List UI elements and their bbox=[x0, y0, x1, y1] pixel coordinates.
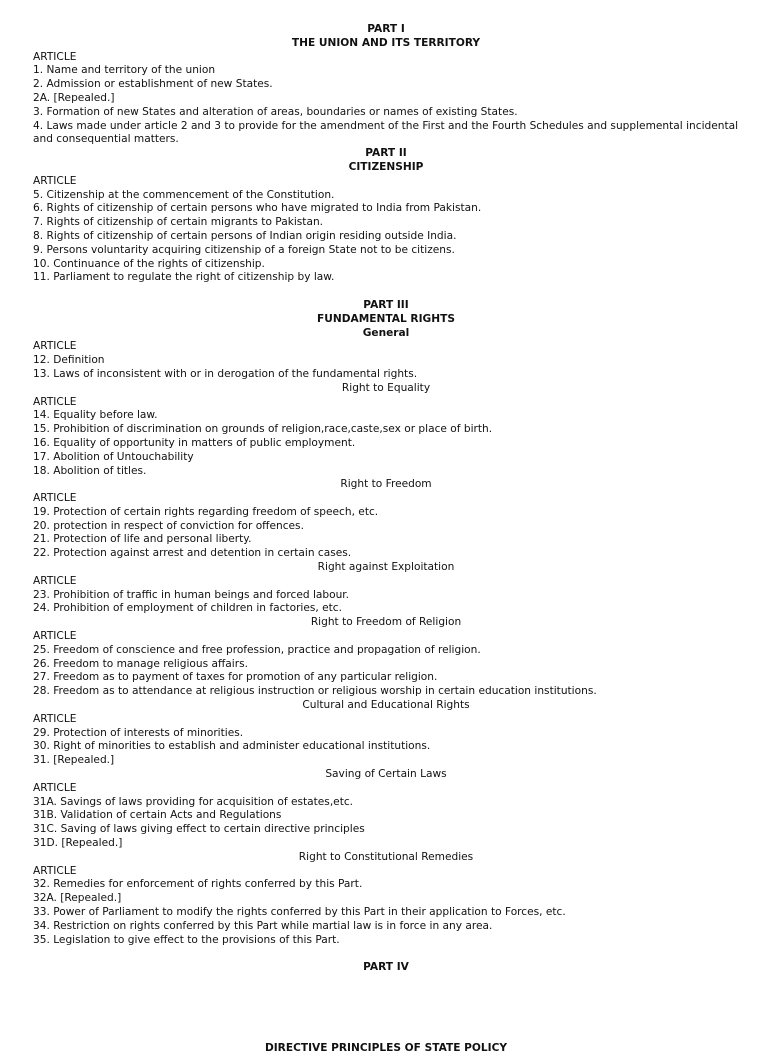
article-label: ARTICLE bbox=[33, 781, 77, 794]
spacer bbox=[33, 947, 739, 961]
article-item: 27. Freedom as to payment of taxes for promotion of any particular religion. bbox=[33, 671, 438, 684]
article-item: 28. Freedom as to attendance at religious instruction or religious worship in certain education institutions. bbox=[33, 685, 597, 698]
section-subheading: Right to Equality bbox=[341, 381, 431, 394]
article-item: 12. Definition bbox=[33, 354, 105, 367]
part-heading: PART III bbox=[363, 298, 409, 311]
article-item: 5. Citizenship at the commencement of the Constitution. bbox=[33, 188, 335, 201]
article-item: 31. [Repealed.] bbox=[33, 754, 115, 767]
article-item: 16. Equality of opportunity in matters of public employment. bbox=[33, 436, 356, 449]
article-label: ARTICLE bbox=[33, 395, 77, 408]
article-label: ARTICLE bbox=[33, 864, 77, 877]
article-item: 22. Protection against arrest and detention in certain cases. bbox=[33, 547, 352, 560]
article-item: 31A. Savings of laws providing for acquisition of estates,etc. bbox=[33, 795, 354, 808]
section-subheading: Cultural and Educational Rights bbox=[302, 699, 470, 712]
document-page bbox=[33, 23, 739, 1056]
spacer bbox=[33, 975, 739, 1042]
part-section bbox=[33, 961, 739, 1056]
article-item: 20. protection in respect of conviction for offences. bbox=[33, 519, 304, 532]
part-section bbox=[33, 23, 739, 147]
article-item: 11. Parliament to regulate the right of citizenship by law. bbox=[33, 271, 335, 284]
part-subtitle: General bbox=[362, 326, 410, 339]
spacer bbox=[33, 285, 739, 299]
part-heading: PART I bbox=[367, 23, 405, 35]
part-title: DIRECTIVE PRINCIPLES OF STATE POLICY bbox=[264, 1041, 508, 1054]
article-item: 14. Equality before law. bbox=[33, 409, 158, 422]
article-label: ARTICLE bbox=[33, 492, 77, 505]
article-item: 3. Formation of new States and alteration of areas, boundaries or names of existing States. bbox=[33, 105, 518, 118]
part-heading: PART II bbox=[365, 147, 407, 160]
section-subheading: Right against Exploitation bbox=[317, 561, 455, 574]
article-item: 19. Protection of certain rights regarding freedom of speech, etc. bbox=[33, 505, 379, 518]
article-label: ARTICLE bbox=[33, 630, 77, 643]
article-item: 13. Laws of inconsistent with or in derogation of the fundamental rights. bbox=[33, 367, 418, 380]
article-item: 23. Prohibition of traffic in human beings and forced labour. bbox=[33, 588, 350, 601]
article-item: 1. Name and territory of the union bbox=[33, 64, 216, 77]
part-title: CITIZENSHIP bbox=[348, 160, 424, 173]
article-item: 24. Prohibition of employment of children in factories, etc. bbox=[33, 602, 343, 615]
section-subheading: Right to Freedom of Religion bbox=[310, 616, 462, 629]
section-subheading: Saving of Certain Laws bbox=[325, 768, 447, 781]
article-label: ARTICLE bbox=[33, 712, 77, 725]
article-item: 4. Laws made under article 2 and 3 to provide for the amendment of the First and the Fourth Schedules and supplemental incidental and consequential matters. bbox=[33, 119, 739, 146]
article-item: 7. Rights of citizenship of certain migrants to Pakistan. bbox=[33, 216, 324, 229]
article-item: 34. Restriction on rights conferred by this Part while martial law is in force in any area. bbox=[33, 919, 493, 932]
article-item: 30. Right of minorities to establish and administer educational institutions. bbox=[33, 740, 431, 753]
article-item: 21. Protection of life and personal liberty. bbox=[33, 533, 252, 546]
article-item: 6. Rights of citizenship of certain persons who have migrated to India from Pakistan. bbox=[33, 202, 482, 215]
part-heading: PART IV bbox=[363, 961, 409, 974]
article-label: ARTICLE bbox=[33, 574, 77, 587]
article-item: 8. Rights of citizenship of certain persons of Indian origin residing outside India. bbox=[33, 229, 457, 242]
section-subheading: Right to Freedom bbox=[340, 478, 432, 491]
article-item: 2. Admission or establishment of new States. bbox=[33, 78, 273, 91]
article-item: 35. Legislation to give effect to the provisions of this Part. bbox=[33, 933, 340, 946]
section-subheading: Right to Constitutional Remedies bbox=[298, 850, 474, 863]
article-item: 32. Remedies for enforcement of rights conferred by this Part. bbox=[33, 878, 363, 891]
article-item: 26. Freedom to manage religious affairs. bbox=[33, 657, 248, 670]
article-item: 31D. [Repealed.] bbox=[33, 837, 123, 850]
article-label: ARTICLE bbox=[33, 340, 77, 353]
article-item: 18. Abolition of titles. bbox=[33, 464, 147, 477]
article-item: 32A. [Repealed.] bbox=[33, 892, 122, 905]
part-section bbox=[33, 299, 739, 947]
part-title: THE UNION AND ITS TERRITORY bbox=[291, 36, 481, 49]
article-item: 15. Prohibition of discrimination on grounds of religion,race,caste,sex or place of birth. bbox=[33, 423, 493, 436]
article-item: 9. Persons voluntarity acquiring citizenship of a foreign State not to be citizens. bbox=[33, 243, 455, 256]
article-label: ARTICLE bbox=[33, 50, 77, 63]
article-item: 33. Power of Parliament to modify the rights conferred by this Part in their application to Forces, etc. bbox=[33, 906, 566, 918]
article-item: 10. Continuance of the rights of citizenship. bbox=[33, 257, 265, 270]
article-item: 25. Freedom of conscience and free profession, practice and propagation of religion. bbox=[33, 643, 481, 656]
article-item: 2A. [Repealed.] bbox=[33, 91, 115, 104]
article-item: 17. Abolition of Untouchability bbox=[33, 450, 194, 463]
article-item: 31C. Saving of laws giving effect to certain directive principles bbox=[33, 823, 365, 836]
article-label: ARTICLE bbox=[33, 174, 77, 187]
part-title: FUNDAMENTAL RIGHTS bbox=[317, 312, 455, 325]
part-section bbox=[33, 147, 739, 285]
article-item: 31B. Validation of certain Acts and Regulations bbox=[33, 809, 282, 822]
article-item: 29. Protection of interests of minorities. bbox=[33, 726, 244, 739]
